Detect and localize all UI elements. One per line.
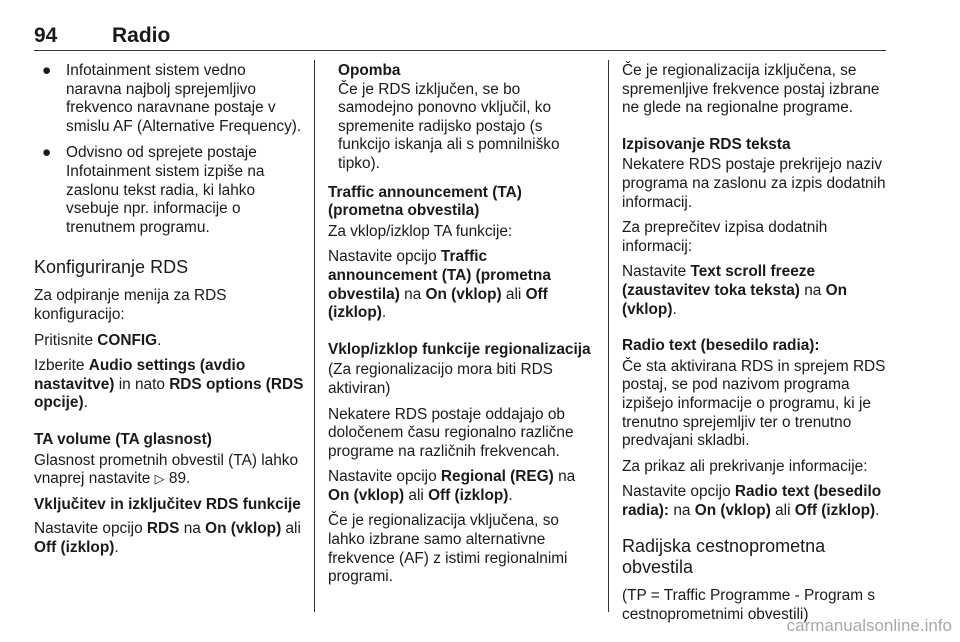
paragraph-radiotext-show: Za prikaz ali prekrivanje informacije: — [622, 457, 868, 475]
note-text: Če je RDS izključen, se bo samodejno ponovno vključil, ko spremenite radijsko postajo (s funkcijo iskanja ali s pomnilniško tipko). — [338, 80, 560, 172]
column-divider-1 — [314, 60, 315, 612]
paragraph-reg-set: Nastavite opcijo Regional (REG) na On (vklop) ali Off (izklop). — [328, 468, 576, 504]
paragraph-open-menu: Za odpiranje menija za RDS konfiguracijo: — [34, 287, 227, 323]
note-title: Opomba — [338, 62, 401, 79]
bullet-icon: ● — [42, 144, 52, 162]
paragraph-radiotext-desc: Če sta aktivirana RDS in sprejem RDS postaj, se pod nazivom programa izpišejo informacije o programu, ki je trenutno sprejemljiv ter o trenutno predvajani skladbi. — [622, 357, 886, 450]
paragraph-ta-toggle: Za vklop/izklop TA funkcije: — [328, 222, 513, 240]
column-1 — [34, 62, 304, 564]
paragraph-radiotext-set: Nastavite opcijo Radio text (besedilo radia): na On (vklop) ali Off (izklop). — [622, 483, 882, 519]
paragraph-reg-off: Če je regionalizacija izključena, se spremenljive frekvence postaj izbrane ne glede na regionalne programe. — [622, 62, 880, 117]
paragraph-scroll-prevent: Za preprečitev izpisa dodatnih informacij: — [622, 219, 828, 255]
column-2 — [328, 62, 592, 594]
watermark-text: carmanualsonline.info — [786, 616, 952, 635]
paragraph-select-options: Izberite Audio settings (avdio nastavitve) in nato RDS options (RDS opcije). — [34, 357, 304, 412]
heading-ta-volume: TA volume (TA glasnost) — [34, 430, 212, 448]
paragraph-press-config: Pritisnite CONFIG. — [34, 331, 162, 349]
paragraph-tp: (TP = Traffic Programme - Program s cestnoprometnimi obvestili) — [622, 587, 876, 624]
list-item — [34, 144, 304, 237]
bullet-icon: ● — [42, 62, 52, 79]
heading-rds-text: Izpisovanje RDS teksta — [622, 135, 791, 153]
bullet-text: Odvisno od sprejete postaje Infotainment sistem izpiše na zaslonu tekst radia, ki lahko vsebuje npr. informacije o trenutnem programu. — [66, 144, 265, 236]
page-reference-icon: ▷ — [154, 471, 165, 487]
paragraph-reg-on: Če je regionalizacija vključena, so lahko izbrane samo alternativne frekvence (AF) z istimi regionalnimi programi. — [328, 512, 568, 586]
heading-traffic-announcement: Traffic announcement (TA) (prometna obvestila) — [328, 183, 522, 220]
heading-regionalization: Vklop/izklop funkcije regionalizacija — [328, 340, 591, 358]
paragraph-ta-volume: Glasnost prometnih obvestil (TA) lahko vnaprej nastavite ▷ 89. — [34, 451, 299, 488]
note-box — [328, 62, 592, 174]
heading-rds-config: Konfiguriranje RDS — [34, 257, 189, 278]
heading-traffic-programme: Radijska cestnoprometna obvestila — [622, 536, 826, 578]
paragraph-ta-set: Nastavite opcijo Traffic announcement (TA) (prometna obvestila) na On (vklop) ali Off (izklop). — [328, 248, 551, 322]
paragraph-rds-toggle: Nastavite opcijo RDS na On (vklop) ali Off (izklop). — [34, 520, 301, 556]
bullet-text: Infotainment sistem vedno naravna najbolj sprejemljivo frekvenco naravnane postaje v smislu AF (Alternative Frequency). — [66, 62, 302, 135]
paragraph-scroll-desc: Nekatere RDS postaje prekrijejo naziv programa na zaslonu za izpis dodatnih informacij. — [622, 156, 886, 211]
page-number: 94 — [34, 24, 58, 47]
column-divider-2 — [608, 60, 609, 612]
heading-radio-text: Radio text (besedilo radia): — [622, 337, 820, 355]
paragraph-reg-note: (Za regionalizacijo mora biti RDS aktiviran) — [328, 361, 553, 397]
header-rule — [34, 50, 886, 51]
list-item — [34, 62, 304, 136]
section-title: Radio — [112, 24, 171, 47]
paragraph-scroll-set: Nastavite Text scroll freeze (zaustavitev toka teksta) na On (vklop). — [622, 263, 847, 318]
paragraph-reg-desc: Nekatere RDS postaje oddajajo ob določenem času regionalno različne programe na različnih frekvencah. — [328, 405, 574, 460]
heading-rds-toggle: Vključitev in izključitev RDS funkcije — [34, 495, 301, 513]
column-3 — [622, 62, 894, 632]
